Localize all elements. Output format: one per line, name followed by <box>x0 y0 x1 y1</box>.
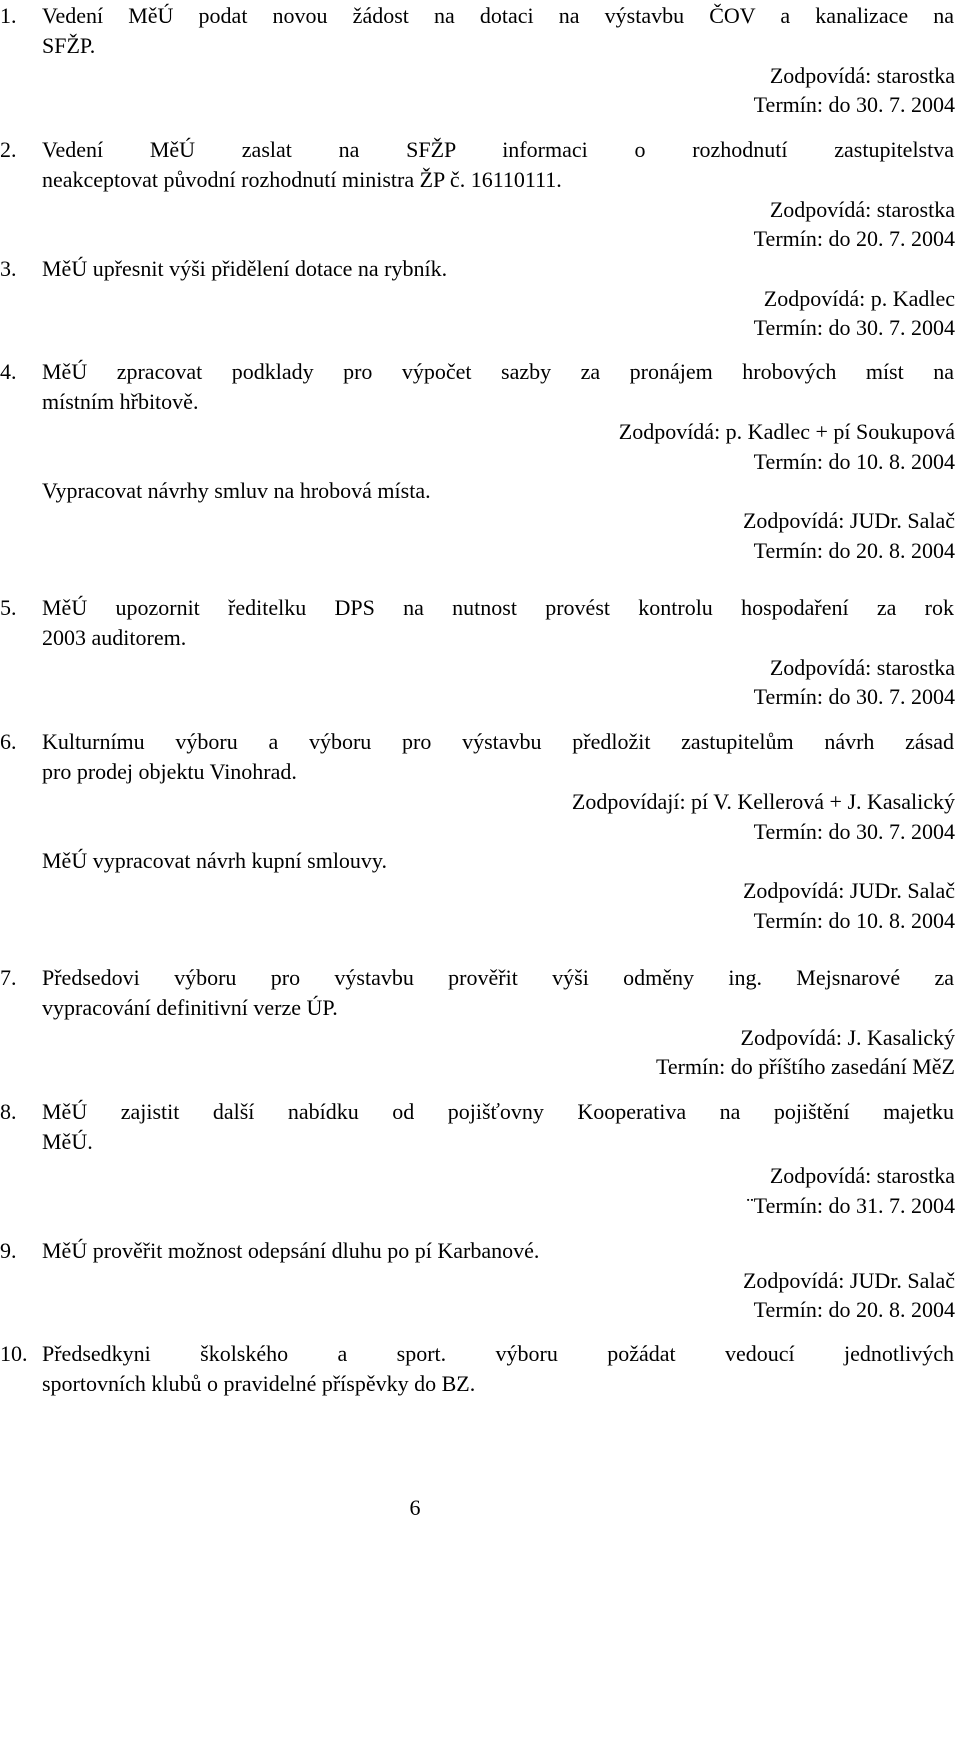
item-number: 6. <box>0 729 17 754</box>
item-text-line-1: Vedení MěÚ podat novou žádost na dotaci na výstavbu ČOV a kanalizace na <box>42 3 954 28</box>
item-text-line-1: Předsedovi výboru pro výstavbu prověřit výši odměny ing. Mejsnarové za <box>42 965 954 990</box>
item-number: 7. <box>0 965 17 990</box>
item-number: 9. <box>0 1238 17 1263</box>
responsible-person: Zodpovídá: p. Kadlec + pí Soukupová <box>618 419 955 444</box>
responsible-person: Zodpovídá: starostka <box>769 1163 955 1188</box>
deadline: ¨Termín: do 31. 7. 2004 <box>746 1193 955 1218</box>
item-text-line-2: MěÚ. <box>42 1129 93 1154</box>
item-number: 4. <box>0 359 17 384</box>
item-text-line-1: MěÚ prověřit možnost odepsání dluhu po pí Karbanové. <box>42 1238 540 1263</box>
responsible-person: Zodpovídá: starostka <box>769 655 955 680</box>
responsible-person: Zodpovídá: JUDr. Salač <box>742 1268 955 1293</box>
deadline: Termín: do 30. 7. 2004 <box>753 819 955 844</box>
item-text-line-2: SFŽP. <box>42 33 96 58</box>
item-text-line-2: pro prodej objektu Vinohrad. <box>42 759 297 784</box>
deadline: Termín: do 30. 7. 2004 <box>753 684 955 709</box>
item-number: 1. <box>0 3 17 28</box>
responsible-person: Zodpovídá: starostka <box>769 197 955 222</box>
sub-task-deadline: Termín: do 20. 8. 2004 <box>753 538 955 563</box>
deadline: Termín: do 10. 8. 2004 <box>753 449 955 474</box>
item-number: 2. <box>0 137 17 162</box>
deadline: Termín: do 30. 7. 2004 <box>753 315 955 340</box>
item-number: 3. <box>0 256 17 281</box>
deadline: Termín: do příštího zasedání MěZ <box>655 1054 955 1079</box>
item-text-line-2: sportovních klubů o pravidelné příspěvky do BZ. <box>42 1371 476 1396</box>
deadline: Termín: do 20. 8. 2004 <box>753 1297 955 1322</box>
sub-task-responsible: Zodpovídá: JUDr. Salač <box>742 878 955 903</box>
deadline: Termín: do 20. 7. 2004 <box>753 226 955 251</box>
sub-task-text: MěÚ vypracovat návrh kupní smlouvy. <box>42 848 388 873</box>
item-text-line-1: Předsedkyni školského a sport. výboru požádat vedoucí jednotlivých <box>42 1341 954 1366</box>
page-number: 6 <box>409 1495 421 1520</box>
item-text-line-1: MěÚ zajistit další nabídku od pojišťovny Kooperativa na pojištění majetku <box>42 1099 954 1124</box>
sub-task-responsible: Zodpovídá: JUDr. Salač <box>742 508 955 533</box>
item-number: 8. <box>0 1099 17 1124</box>
item-text-line-2: neakceptovat původní rozhodnutí ministra ŽP č. 16110111. <box>42 167 562 192</box>
sub-task-deadline: Termín: do 10. 8. 2004 <box>753 908 955 933</box>
item-number: 10. <box>0 1341 28 1366</box>
sub-task-text: Vypracovat návrhy smluv na hrobová místa. <box>42 478 431 503</box>
item-text-line-2: 2003 auditorem. <box>42 625 187 650</box>
item-text-line-2: vypracování definitivní verze ÚP. <box>42 995 338 1020</box>
deadline: Termín: do 30. 7. 2004 <box>753 92 955 117</box>
item-text-line-1: Kulturnímu výboru a výboru pro výstavbu předložit zastupitelům návrh zásad <box>42 729 954 754</box>
item-text-line-1: Vedení MěÚ zaslat na SFŽP informaci o rozhodnutí zastupitelstva <box>42 137 954 162</box>
item-text-line-1: MěÚ upřesnit výši přidělení dotace na rybník. <box>42 256 448 281</box>
responsible-person: Zodpovídá: J. Kasalický <box>740 1025 955 1050</box>
item-number: 5. <box>0 595 17 620</box>
responsible-person: Zodpovídají: pí V. Kellerová + J. Kasalický <box>571 789 955 814</box>
item-text-line-1: MěÚ upozornit ředitelku DPS na nutnost provést kontrolu hospodaření za rok <box>42 595 954 620</box>
item-text-line-1: MěÚ zpracovat podklady pro výpočet sazby za pronájem hrobových míst na <box>42 359 954 384</box>
responsible-person: Zodpovídá: p. Kadlec <box>763 286 955 311</box>
item-text-line-2: místním hřbitově. <box>42 389 199 414</box>
responsible-person: Zodpovídá: starostka <box>769 63 955 88</box>
